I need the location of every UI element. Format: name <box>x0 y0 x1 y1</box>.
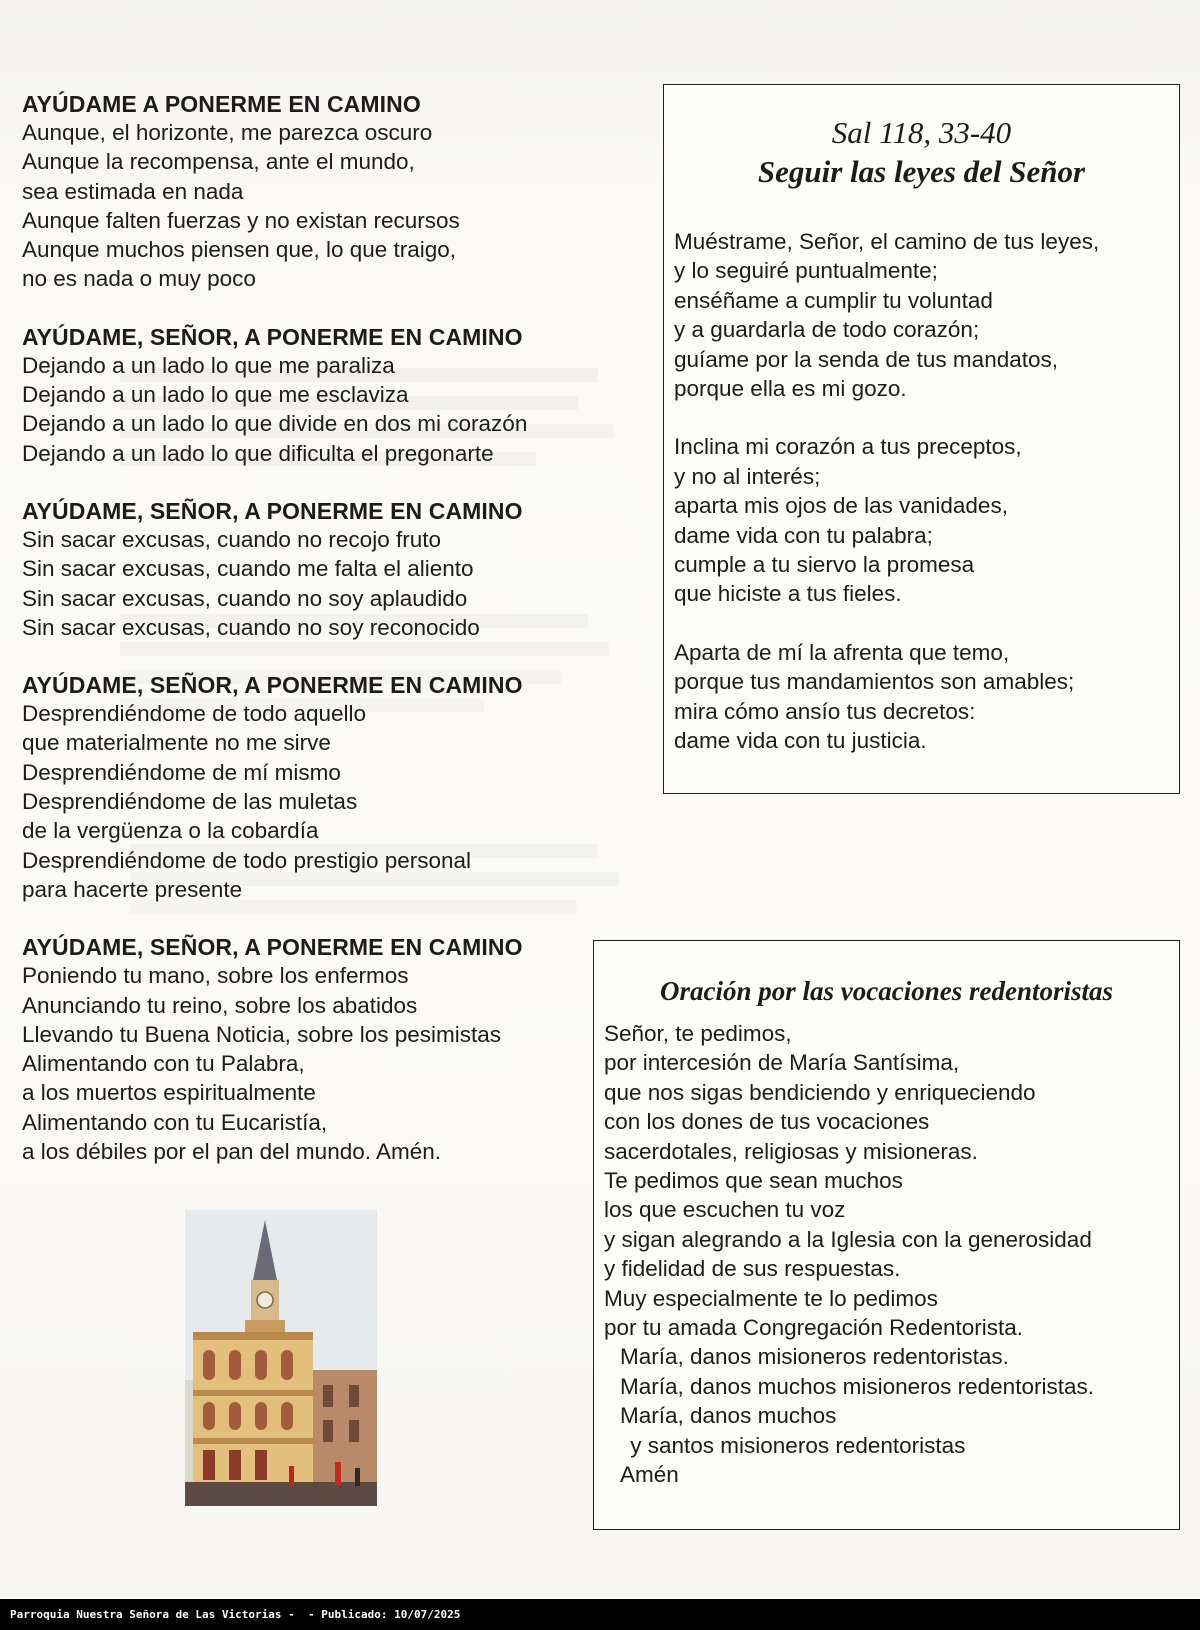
psalm-line: dame vida con tu justicia. <box>674 728 927 754</box>
prayer-line: con los dones de tus vocaciones <box>604 1109 930 1135</box>
stanza-line: Desprendiéndome de las muletas <box>22 789 358 815</box>
psalm-line: y a guardarla de todo corazón; <box>674 317 980 343</box>
stanza-line: Dejando a un lado lo que divide en dos mi corazón <box>22 411 528 437</box>
stanza-3 <box>22 497 622 642</box>
stanza-line: Anunciando tu reino, sobre los abatidos <box>22 992 418 1018</box>
psalm-line: cumple a tu siervo la promesa <box>674 552 975 578</box>
stanza-line: Dejando a un lado lo que dificulta el pregonarte <box>22 440 494 466</box>
psalm-title: Seguir las leyes del Señor <box>757 154 1086 189</box>
stanza-heading: AYÚDAME, SEÑOR, A PONERME EN CAMINO <box>22 672 523 699</box>
psalm-line: y lo seguiré puntualmente; <box>674 258 938 284</box>
stanza-line: Sin sacar excusas, cuando me falta el aliento <box>22 556 474 582</box>
psalm-line: Aparta de mí la afrenta que temo, <box>674 639 1010 665</box>
prayer-line: sacerdotales, religiosas y misioneras. <box>604 1138 978 1164</box>
prayer-line: los que escuchen tu voz <box>604 1197 846 1223</box>
stanza-line: que materialmente no me sirve <box>22 730 331 756</box>
stanza-heading: AYÚDAME A PONERME EN CAMINO <box>22 91 421 117</box>
stanza-line: Sin sacar excusas, cuando no soy reconocido <box>22 614 480 640</box>
stanza-heading: AYÚDAME, SEÑOR, A PONERME EN CAMINO <box>22 497 523 524</box>
stanza-4 <box>22 671 622 904</box>
stanza-line: Desprendiéndome de mí mismo <box>22 759 341 785</box>
psalm-line: y no al interés; <box>674 463 821 489</box>
hymn-column <box>22 90 622 1166</box>
church-photo <box>185 1210 377 1506</box>
psalm-box <box>663 84 1180 794</box>
stanza-line: Alimentando con tu Eucaristía, <box>22 1109 328 1135</box>
psalm-line: que hiciste a tus fieles. <box>674 581 902 607</box>
prayer-line: y fidelidad de sus respuestas. <box>604 1256 901 1282</box>
stanza-heading: AYÚDAME, SEÑOR, A PONERME EN CAMINO <box>22 934 523 961</box>
psalm-text <box>674 227 1099 756</box>
stanza-line: Alimentando con tu Palabra, <box>22 1051 305 1077</box>
prayer-line: y sigan alegrando a la Iglesia con la generosidad <box>604 1226 1092 1252</box>
stanza-line: sea estimada en nada <box>22 178 244 204</box>
stanza-1 <box>22 90 622 294</box>
stanza-line: Dejando a un lado lo que me paraliza <box>22 352 395 378</box>
stanza-line: Aunque, el horizonte, me parezca oscuro <box>22 120 433 145</box>
prayer-line: que nos sigas bendiciendo y enriqueciendo <box>604 1079 1036 1105</box>
stanza-line: Poniendo tu mano, sobre los enfermos <box>22 963 409 989</box>
psalm-paragraph <box>674 638 1099 756</box>
stanza-line: Dejando a un lado lo que me esclaviza <box>22 382 409 408</box>
prayer-line: Señor, te pedimos, <box>604 1021 792 1046</box>
footer-bar: Parroquia Nuestra Señora de Las Victorias - - Publicado: 10/07/2025 <box>0 1599 1200 1630</box>
psalm-reference: Sal 118, 33-40 <box>831 115 1012 150</box>
stanza-5 <box>22 933 622 1166</box>
prayer-line: por intercesión de María Santísima, <box>604 1050 960 1076</box>
stanza-2 <box>22 323 622 468</box>
psalm-line: porque tus mandamientos son amables; <box>674 669 1075 695</box>
stanza-line: a los muertos espiritualmente <box>22 1080 316 1106</box>
psalm-line: enséñame a cumplir tu voluntad <box>674 287 993 313</box>
stanza-heading: AYÚDAME, SEÑOR, A PONERME EN CAMINO <box>22 323 523 350</box>
stanza-line: Sin sacar excusas, cuando no recojo fruto <box>22 526 441 552</box>
psalm-line: Muéstrame, Señor, el camino de tus leyes, <box>674 229 1100 254</box>
psalm-line: guíame por la senda de tus mandatos, <box>674 346 1058 372</box>
prayer-invocation: y santos misioneros redentoristas <box>624 1432 966 1458</box>
psalm-line: Inclina mi corazón a tus preceptos, <box>674 434 1022 460</box>
stanza-line: Aunque la recompensa, ante el mundo, <box>22 149 415 175</box>
psalm-line: mira cómo ansío tus decretos: <box>674 698 976 724</box>
stanza-line: a los débiles por el pan del mundo. Amén. <box>22 1139 442 1165</box>
stanza-line: no es nada o muy poco <box>22 266 256 292</box>
psalm-paragraph <box>674 227 1099 403</box>
prayer-line: por tu amada Congregación Redentorista. <box>604 1315 1024 1341</box>
psalm-line: aparta mis ojos de las vanidades, <box>674 493 1008 519</box>
prayer-invocation: María, danos misioneros redentoristas. <box>620 1344 1009 1370</box>
stanza-line: Desprendiéndome de todo aquello <box>22 701 367 727</box>
prayer-line: Te pedimos que sean muchos <box>604 1168 903 1194</box>
stanza-line: Desprendiéndome de todo prestigio personal <box>22 847 472 873</box>
stanza-line: Aunque muchos piensen que, lo que traigo, <box>22 237 457 263</box>
prayer-title: Oración por las vocaciones redentoristas <box>659 976 1113 1006</box>
psalm-line: porque ella es mi gozo. <box>674 376 907 402</box>
prayer-text <box>604 1019 1094 1490</box>
prayer-amen: Amén <box>620 1462 679 1488</box>
church-illustration <box>185 1210 377 1506</box>
prayer-invocation: María, danos muchos <box>620 1403 837 1429</box>
psalm-line: dame vida con tu palabra; <box>674 522 933 548</box>
stanza-line: de la vergüenza o la cobardía <box>22 818 319 844</box>
prayer-invocation: María, danos muchos misioneros redentoristas. <box>620 1373 1094 1399</box>
prayer-box <box>593 940 1180 1530</box>
stanza-line: para hacerte presente <box>22 876 243 902</box>
stanza-line: Sin sacar excusas, cuando no soy aplaudido <box>22 585 468 611</box>
psalm-paragraph <box>674 432 1099 608</box>
stanza-line: Llevando tu Buena Noticia, sobre los pesimistas <box>22 1021 502 1047</box>
stanza-line: Aunque falten fuerzas y no existan recursos <box>22 207 460 233</box>
prayer-line: Muy especialmente te lo pedimos <box>604 1285 938 1311</box>
